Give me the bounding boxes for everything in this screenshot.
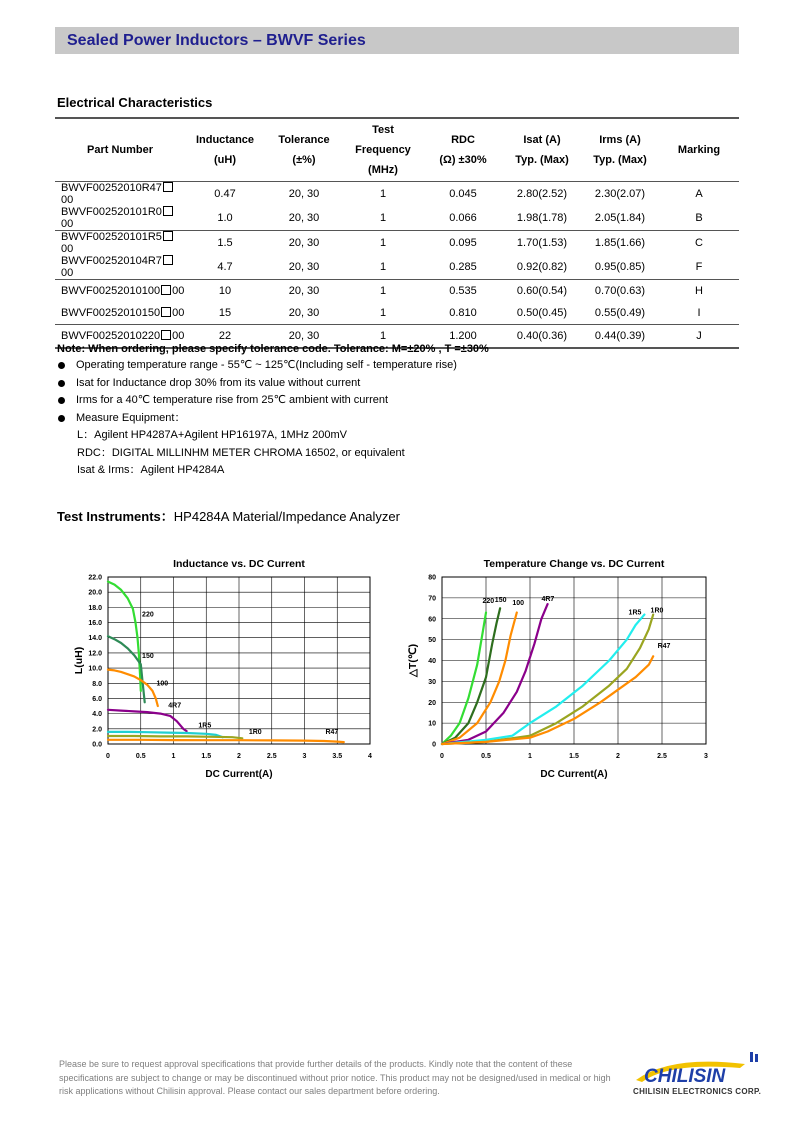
test-instruments (57, 506, 400, 525)
x-tick-label: 3 (704, 753, 708, 760)
chart-title: Temperature Change vs. DC Current (483, 558, 665, 570)
part-number-cell: BWVF002520101R500 (55, 231, 185, 256)
x-tick-label: 2.5 (266, 753, 277, 760)
x-tick-label: 3 (302, 753, 307, 760)
table-cell: 0.92(0.82) (503, 255, 581, 280)
table-row (55, 206, 739, 231)
x-tick-label: 0 (106, 753, 110, 760)
table-cell: 1.85(1.66) (594, 237, 646, 249)
table-cell: 0.285 (423, 255, 503, 280)
series-label: 1R0 (650, 607, 664, 615)
y-tick-label: 10.0 (88, 665, 102, 673)
tolerance-code-box (161, 330, 171, 340)
table-cell: 0.535 (449, 285, 477, 297)
table-cell: 1 (343, 325, 423, 349)
equipment-item: RDC：DIGITAL MILLINHM METER CHROMA 16502, or equivalent (77, 446, 405, 459)
table-cell: 0.95(0.85) (581, 255, 659, 280)
table-cell: 20, 30 (265, 206, 343, 231)
spec-notes-list (57, 357, 457, 480)
bullet-icon (58, 415, 65, 422)
y-tick-label: 50 (428, 637, 436, 645)
table-cell: 1.98(1.78) (503, 206, 581, 231)
table-cell: 15 (185, 302, 265, 325)
table-cell: B (659, 206, 739, 231)
ordering-note: Note: When ordering, please specify tolerance code. Tolerance: M=±20% , T =±30% (57, 343, 489, 355)
bullet-icon (58, 397, 65, 404)
x-tick-label: 1 (528, 753, 532, 760)
tolerance-code-box (161, 285, 171, 295)
y-tick-label: 10 (428, 720, 436, 728)
table-cell: 0.045 (449, 188, 477, 200)
y-tick-label: 20.0 (88, 589, 102, 597)
table-row (55, 255, 739, 280)
list-item: Operating temperature range - 55℃ ~ 125℃(Including self - temperature rise) (57, 357, 457, 375)
column-header: Test Frequency (MHz) (343, 118, 423, 182)
table-row (55, 302, 739, 325)
series-label: 4R7 (541, 596, 555, 604)
column-header: Irms (A) Typ. (Max) (581, 118, 659, 182)
table-cell: 0.55(0.49) (581, 302, 659, 325)
y-tick-label: 14.0 (88, 635, 102, 643)
y-axis-label: L(uH) (73, 646, 85, 675)
tolerance-code-box (163, 206, 173, 216)
y-tick-label: 22.0 (88, 574, 102, 582)
series-label: 100 (512, 600, 525, 608)
page-title: Sealed Power Inductors – BWVF Series (67, 32, 366, 49)
table-row (55, 280, 739, 303)
table-cell: 0.095 (449, 237, 477, 249)
column-header: Marking (659, 118, 739, 182)
series-label: 150 (142, 653, 154, 661)
table-cell: 20, 30 (288, 285, 320, 297)
tolerance-code-box (163, 255, 173, 265)
table-cell: 20, 30 (265, 302, 343, 325)
test-instruments-label: Test Instruments： (57, 509, 174, 524)
x-tick-label: 2.5 (657, 753, 667, 760)
series-label: 1R5 (198, 722, 212, 730)
table-cell: 1.0 (185, 206, 265, 231)
y-tick-label: 0 (432, 741, 436, 749)
table-cell: 0.066 (423, 206, 503, 231)
y-tick-label: 80 (428, 574, 436, 582)
table-cell: 2.05(1.84) (581, 206, 659, 231)
table-cell: F (659, 255, 739, 280)
y-tick-label: 18.0 (88, 604, 102, 612)
series-label: R47 (657, 642, 671, 650)
table-cell: 20, 30 (265, 255, 343, 280)
chart-title: Inductance vs. DC Current (173, 558, 305, 570)
part-number-cell: BWVF00252010150 00 (55, 302, 185, 325)
table-cell: 2.30(2.07) (594, 188, 646, 200)
table-cell: 0.40(0.36) (503, 325, 581, 349)
table-row (55, 182, 739, 207)
table-cell: 20, 30 (288, 188, 320, 200)
table-cell: J (659, 325, 739, 349)
part-number-cell: BWVF00252010220 00 (55, 325, 185, 349)
electrical-characteristics-title: Electrical Characteristics (57, 95, 213, 110)
list-item: Isat for Inductance drop 30% from its value without current (57, 375, 457, 393)
table-cell: 1 (343, 206, 423, 231)
table-cell: 2.80(2.52) (516, 188, 568, 200)
table-cell: 1.200 (423, 325, 503, 349)
table-cell: 1 (343, 255, 423, 280)
x-tick-label: 1.5 (569, 753, 579, 760)
column-header: Inductance (uH) (185, 118, 265, 182)
y-tick-label: 40 (428, 658, 436, 665)
bullet-icon (58, 362, 65, 369)
table-cell: 20, 30 (265, 325, 343, 349)
part-number-cell: BWVF00252010100 00 (61, 285, 185, 297)
series-label: 1R0 (248, 729, 262, 737)
part-number-cell: BWVF00252010R4700 (55, 182, 185, 207)
series-label: 1R5 (628, 609, 642, 617)
test-instruments-value: HP4284A Material/Impedance Analyzer (173, 509, 400, 524)
table-row (55, 231, 739, 256)
table-cell: C (695, 237, 703, 249)
table-cell: 0.60(0.54) (516, 285, 568, 297)
equipment-item: Isat & Irms：Agilent HP4284A (77, 464, 225, 476)
table-cell: 1 (379, 285, 387, 297)
x-tick-label: 0.5 (135, 753, 146, 760)
table-cell: A (695, 188, 703, 200)
tolerance-code-box (163, 231, 173, 241)
table-cell: 0.50(0.45) (503, 302, 581, 325)
equipment-item: L：Agilent HP4287A+Agilent HP16197A, 1MHz 200mV (77, 429, 347, 441)
table-header-row (55, 118, 739, 182)
table-cell: 0.47 (214, 188, 236, 200)
table-cell: 1 (379, 237, 387, 249)
series-label: R47 (325, 729, 339, 737)
y-tick-label: 70 (428, 595, 436, 603)
table-cell: 0.70(0.63) (594, 285, 646, 297)
x-tick-label: 4 (368, 753, 372, 760)
temperature-vs-current-chart (400, 550, 730, 785)
company-name: CHILISIN ELECTRONICS CORP. (633, 1087, 762, 1096)
part-number-cell: BWVF002520101R000 (55, 206, 185, 231)
column-header: Isat (A) Typ. (Max) (503, 118, 581, 182)
table-cell: H (695, 285, 703, 297)
electrical-characteristics-table (55, 117, 739, 349)
table-cell: 4.7 (185, 255, 265, 280)
y-tick-label: 6.0 (92, 695, 102, 703)
part-number-cell: BWVF002520104R700 (55, 255, 185, 280)
x-tick-label: 3.5 (332, 753, 343, 760)
series-label: 4R7 (168, 702, 182, 710)
y-tick-label: 4.0 (92, 711, 102, 719)
table-cell: 0.810 (423, 302, 503, 325)
series-label: 150 (494, 597, 507, 605)
x-tick-label: 0.5 (481, 753, 491, 760)
table-cell: 1.5 (217, 237, 233, 249)
y-tick-label: 20 (428, 699, 436, 707)
column-header: RDC (Ω) ±30% (423, 118, 503, 182)
series-label: 100 (156, 680, 169, 688)
table-cell: 1 (379, 188, 387, 200)
bullet-icon (58, 380, 65, 387)
inductance-vs-current-chart (60, 550, 390, 785)
table-cell: 22 (185, 325, 265, 349)
series-label: 220 (482, 598, 495, 606)
list-item: Irms for a 40℃ temperature rise from 25℃ ambient with current (57, 392, 457, 410)
x-tick-label: 1.5 (201, 753, 212, 760)
y-tick-label: 2.0 (92, 726, 102, 734)
y-tick-label: 30 (428, 678, 436, 686)
table-cell: 1.70(1.53) (516, 237, 568, 249)
logo-stripe (750, 1052, 753, 1062)
list-item: Measure Equipment： (57, 410, 457, 428)
series-label: 220 (142, 611, 154, 619)
y-tick-label: 12.0 (88, 650, 102, 658)
x-tick-label: 2 (616, 753, 620, 760)
disclaimer-text: Please be sure to request approval specifications that provide further details of the products. Kindly note that the content of these specifications are subject to change or may be discontinued without prior notice. This product may not be designed/used in medical or high risk applications without Chilisin approval. Please contact our sales department before ordering. (59, 1059, 611, 1096)
x-tick-label: 1 (171, 753, 176, 760)
table-cell: 0.44(0.39) (581, 325, 659, 349)
x-axis-label: DC Current(A) (540, 769, 608, 780)
table-cell: 20, 30 (288, 237, 320, 249)
y-axis-label: △T(℃) (407, 643, 419, 678)
tolerance-code-box (161, 307, 171, 317)
table-cell: I (659, 302, 739, 325)
y-tick-label: 8.0 (92, 680, 102, 688)
logo-wordmark: CHILISIN (644, 1066, 726, 1087)
tolerance-code-box (163, 182, 173, 192)
y-tick-label: 16.0 (88, 620, 102, 628)
table-cell: 1 (343, 302, 423, 325)
y-tick-label: 60 (428, 616, 436, 624)
x-tick-label: 0 (440, 753, 444, 760)
x-tick-label: 2 (237, 753, 241, 760)
column-header: Tolerance (±%) (265, 118, 343, 182)
header-bar (55, 27, 739, 54)
y-tick-label: 0.0 (92, 741, 102, 749)
column-header: Part Number (55, 118, 185, 182)
x-axis-label: DC Current(A) (205, 769, 273, 780)
table-cell: 10 (218, 285, 232, 297)
logo-stripe (755, 1054, 758, 1062)
